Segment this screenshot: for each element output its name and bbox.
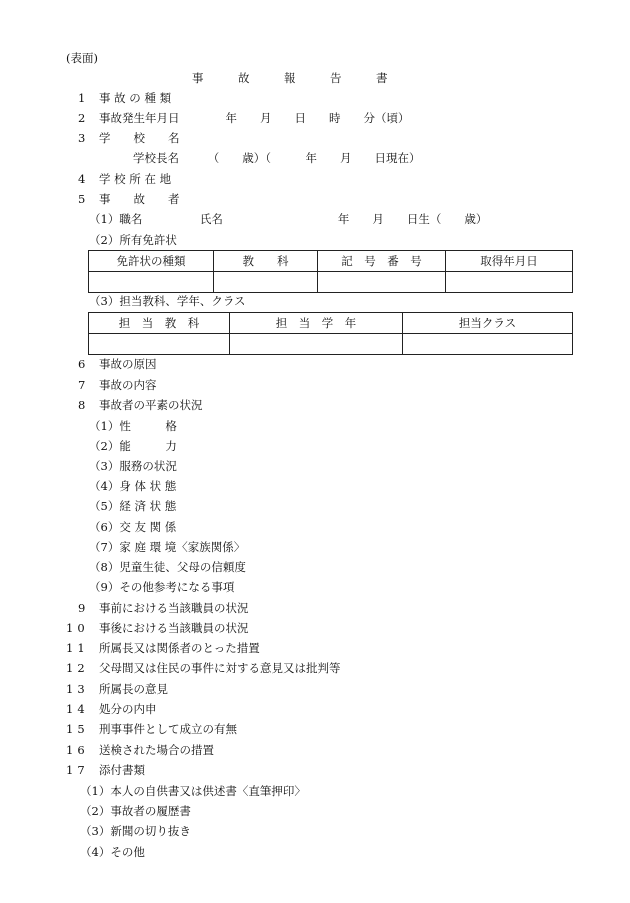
item-text: 事 故 の 種 類 (99, 91, 172, 105)
section8-item: （3）服務の状況 (89, 459, 177, 473)
assignment-table (88, 312, 573, 355)
assignment-cell (89, 334, 230, 355)
item-text: 学 校 所 在 地 (99, 172, 172, 186)
item-number: 10 (66, 621, 89, 635)
item-text: 事故の原因 (99, 357, 157, 371)
attachment-item: （4）その他 (80, 845, 145, 859)
section8-item: （7）家 庭 環 境〈家族関係〉 (89, 540, 246, 554)
item-text: 刑事事件として成立の有無 (99, 722, 237, 736)
item-number: 8 (78, 398, 86, 412)
item-text: 父母間又は住民の事件に対する意見又は批判等 (99, 661, 341, 675)
section8-item: （5）経 済 状 態 (89, 499, 177, 513)
section8-item: （9）その他参考になる事項 (89, 580, 235, 594)
license-cell (318, 272, 446, 293)
item-number: 9 (78, 601, 86, 615)
section8-item: （8）児童生徒、父母の信頼度 (89, 560, 246, 574)
item-number: 14 (66, 702, 89, 716)
item-number: 15 (66, 722, 89, 736)
attachment-item: （1）本人の自供書又は供述書〈直筆押印〉 (80, 784, 306, 798)
section8-item: （1）性 格 (89, 419, 177, 433)
item-number: 13 (66, 682, 89, 696)
document-title: 事 故 報 告 書 (192, 71, 388, 85)
sub-item-assignment: （3）担当教科、学年、クラス (89, 294, 246, 308)
item-text: 事前における当該職員の状況 (99, 601, 249, 615)
item-number: 7 (78, 378, 86, 392)
assignment-header-subject: 担 当 教 科 (89, 313, 230, 334)
license-cell (446, 272, 573, 293)
item-number: 11 (66, 641, 89, 655)
item-text: 所属長の意見 (99, 682, 168, 696)
item-text: 添付書類 (99, 763, 145, 777)
license-header-subject: 教 科 (214, 251, 318, 272)
item-text: 送検された場合の措置 (99, 743, 214, 757)
license-header-type: 免許状の種類 (89, 251, 214, 272)
item-number: 16 (66, 743, 89, 757)
principal-name-line: 学校長名 （ 歳）（ 年 月 日現在） (133, 151, 421, 165)
attachment-item: （3）新聞の切り抜き (80, 824, 191, 838)
item-text: 学 校 名 (99, 131, 180, 145)
item-number: 4 (78, 172, 86, 186)
section8-item: （2）能 力 (89, 439, 177, 453)
item-text: 事故発生年月日 年 月 日 時 分（頃） (99, 111, 410, 125)
assignment-header-grade: 担 当 学 年 (230, 313, 403, 334)
license-header-number: 記 号 番 号 (318, 251, 446, 272)
item-number: 1 (78, 91, 86, 105)
item-number: 5 (78, 192, 86, 206)
item-number: 6 (78, 357, 86, 371)
license-cell (214, 272, 318, 293)
sub-item-license: （2）所有免許状 (89, 233, 177, 247)
section8-item: （4）身 体 状 態 (89, 479, 177, 493)
item-number: 12 (66, 661, 89, 675)
item-text: 所属長又は関係者のとった措置 (99, 641, 260, 655)
license-header-date: 取得年月日 (446, 251, 573, 272)
item-number: 17 (66, 763, 89, 777)
item-number: 3 (78, 131, 86, 145)
sub-item-job: （1）職名 氏名 年 月 日生（ 歳） (89, 212, 488, 226)
assignment-cell (403, 334, 573, 355)
item-text: 事 故 者 (99, 192, 180, 206)
attachment-item: （2）事故者の履歴書 (80, 804, 191, 818)
license-table (88, 250, 573, 293)
item-number: 2 (78, 111, 86, 125)
item-text: 処分の内申 (99, 702, 157, 716)
license-cell (89, 272, 214, 293)
item-text: 事後における当該職員の状況 (99, 621, 249, 635)
item-text: 事故の内容 (99, 378, 157, 392)
item-text: 事故者の平素の状況 (99, 398, 203, 412)
assignment-cell (230, 334, 403, 355)
section8-item: （6）交 友 関 係 (89, 520, 177, 534)
face-label: (表面) (66, 51, 98, 65)
assignment-header-class: 担当クラス (403, 313, 573, 334)
